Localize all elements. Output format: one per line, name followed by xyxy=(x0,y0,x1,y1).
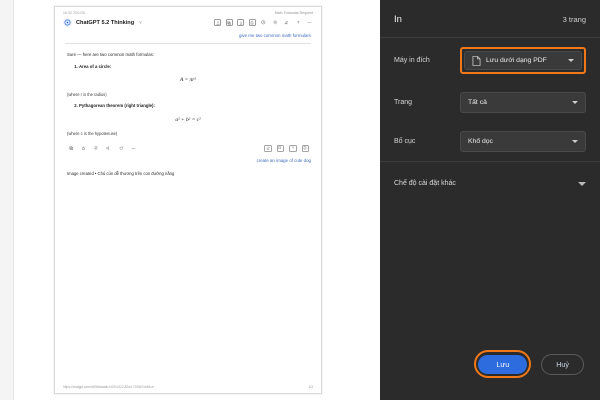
pages-row xyxy=(380,83,600,122)
layout-value: Khổ dọc xyxy=(468,138,493,145)
page-header-timestamp: 16:32 23/1/26 xyxy=(63,11,86,15)
second-user-message: create an image of cute dog xyxy=(256,158,311,164)
pages-value: Tất cả xyxy=(468,99,487,106)
thumbs-up-icon xyxy=(80,145,88,153)
destination-select[interactable] xyxy=(464,51,582,70)
destination-label: Máy in đích xyxy=(394,57,430,64)
page-footer-url: https://chatgpt.com/c/69fcdaadb-f429-b322-82d4-7109e7cb81ce xyxy=(63,385,154,389)
gear-icon xyxy=(272,19,279,26)
copy-icon xyxy=(277,145,285,153)
destination-row xyxy=(380,38,600,83)
thumbs-down-icon xyxy=(92,145,100,153)
destination-highlight xyxy=(460,47,586,74)
edit-icon xyxy=(264,145,272,153)
print-dialog-header xyxy=(380,0,600,37)
copy-icon xyxy=(67,145,75,153)
chevron-down-icon xyxy=(578,182,586,186)
pages-label: Trang xyxy=(394,99,413,106)
page-header xyxy=(55,7,321,15)
page-count-label: 3 trang xyxy=(562,15,586,24)
message-actions-right xyxy=(264,145,309,153)
formula-note-radius: (where r is the radius) xyxy=(67,91,107,97)
chat-titlebar xyxy=(55,15,321,27)
bookmark-icon xyxy=(302,145,310,153)
speaker-icon xyxy=(105,145,113,153)
preview-page xyxy=(54,6,322,394)
edit-icon xyxy=(283,19,290,26)
page-footer-number: 1/3 xyxy=(308,385,313,389)
pdf-file-icon xyxy=(472,56,481,66)
more-settings-toggle[interactable] xyxy=(380,166,600,201)
list-item: 2. Pythagorean theorem (right triangle): xyxy=(79,102,309,110)
chat-title: ChatGPT 5.2 Thinking xyxy=(76,19,135,26)
formula-area-circle: A = πr² xyxy=(180,77,196,84)
chat-toolbar xyxy=(214,19,313,26)
chevron-down-icon: ˅ xyxy=(139,20,142,25)
share-icon xyxy=(289,145,297,153)
page-header-title: Math Formulas Request xyxy=(274,11,313,15)
save-button[interactable]: Lưu xyxy=(478,355,527,374)
divider xyxy=(65,43,311,44)
pages-select[interactable] xyxy=(460,92,586,113)
formula-pythagorean: a² + b² = c² xyxy=(175,116,201,123)
save-button-highlight xyxy=(474,350,531,378)
chevron-down-icon xyxy=(572,140,578,143)
clock-icon xyxy=(260,19,267,26)
share-icon xyxy=(214,19,221,26)
layout-select[interactable] xyxy=(460,131,586,152)
print-dialog xyxy=(380,0,600,400)
divider xyxy=(380,161,600,162)
layout-row xyxy=(380,122,600,161)
cancel-button[interactable]: Huỷ xyxy=(541,354,584,375)
more-icon xyxy=(306,19,313,26)
assistant-lead: Sure — here are two common math formulas: xyxy=(67,52,154,57)
bookmark-icon xyxy=(249,19,256,26)
assistant-message xyxy=(55,51,321,138)
layout-label: Bố cục xyxy=(394,138,416,145)
list-item: 1. Area of a circle: xyxy=(79,63,309,71)
print-dialog-footer xyxy=(380,350,600,400)
openai-logo-icon xyxy=(63,18,72,27)
destination-value: Lưu dưới dạng PDF xyxy=(486,57,547,64)
image-caption: Image created • Chú cún dễ thương trên con đường nắng xyxy=(67,171,175,177)
more-settings-label: Chế độ cài đặt khác xyxy=(394,180,456,187)
upload-icon xyxy=(295,19,302,26)
download-icon xyxy=(237,19,244,26)
formula-list xyxy=(67,63,309,71)
formula-note-hypotenuse: (where c is the hypotenuse) xyxy=(67,130,118,136)
more-icon xyxy=(130,145,138,153)
page-footer xyxy=(55,385,321,389)
chevron-down-icon xyxy=(568,59,574,62)
preview-gutter xyxy=(0,0,14,400)
copy-icon xyxy=(226,19,233,26)
refresh-icon xyxy=(117,145,125,153)
formula-list xyxy=(67,102,309,110)
user-message: give me two common math formulars xyxy=(239,33,311,38)
chevron-down-icon xyxy=(572,101,578,104)
print-dialog-title: In xyxy=(394,14,402,25)
message-actions xyxy=(55,138,321,153)
